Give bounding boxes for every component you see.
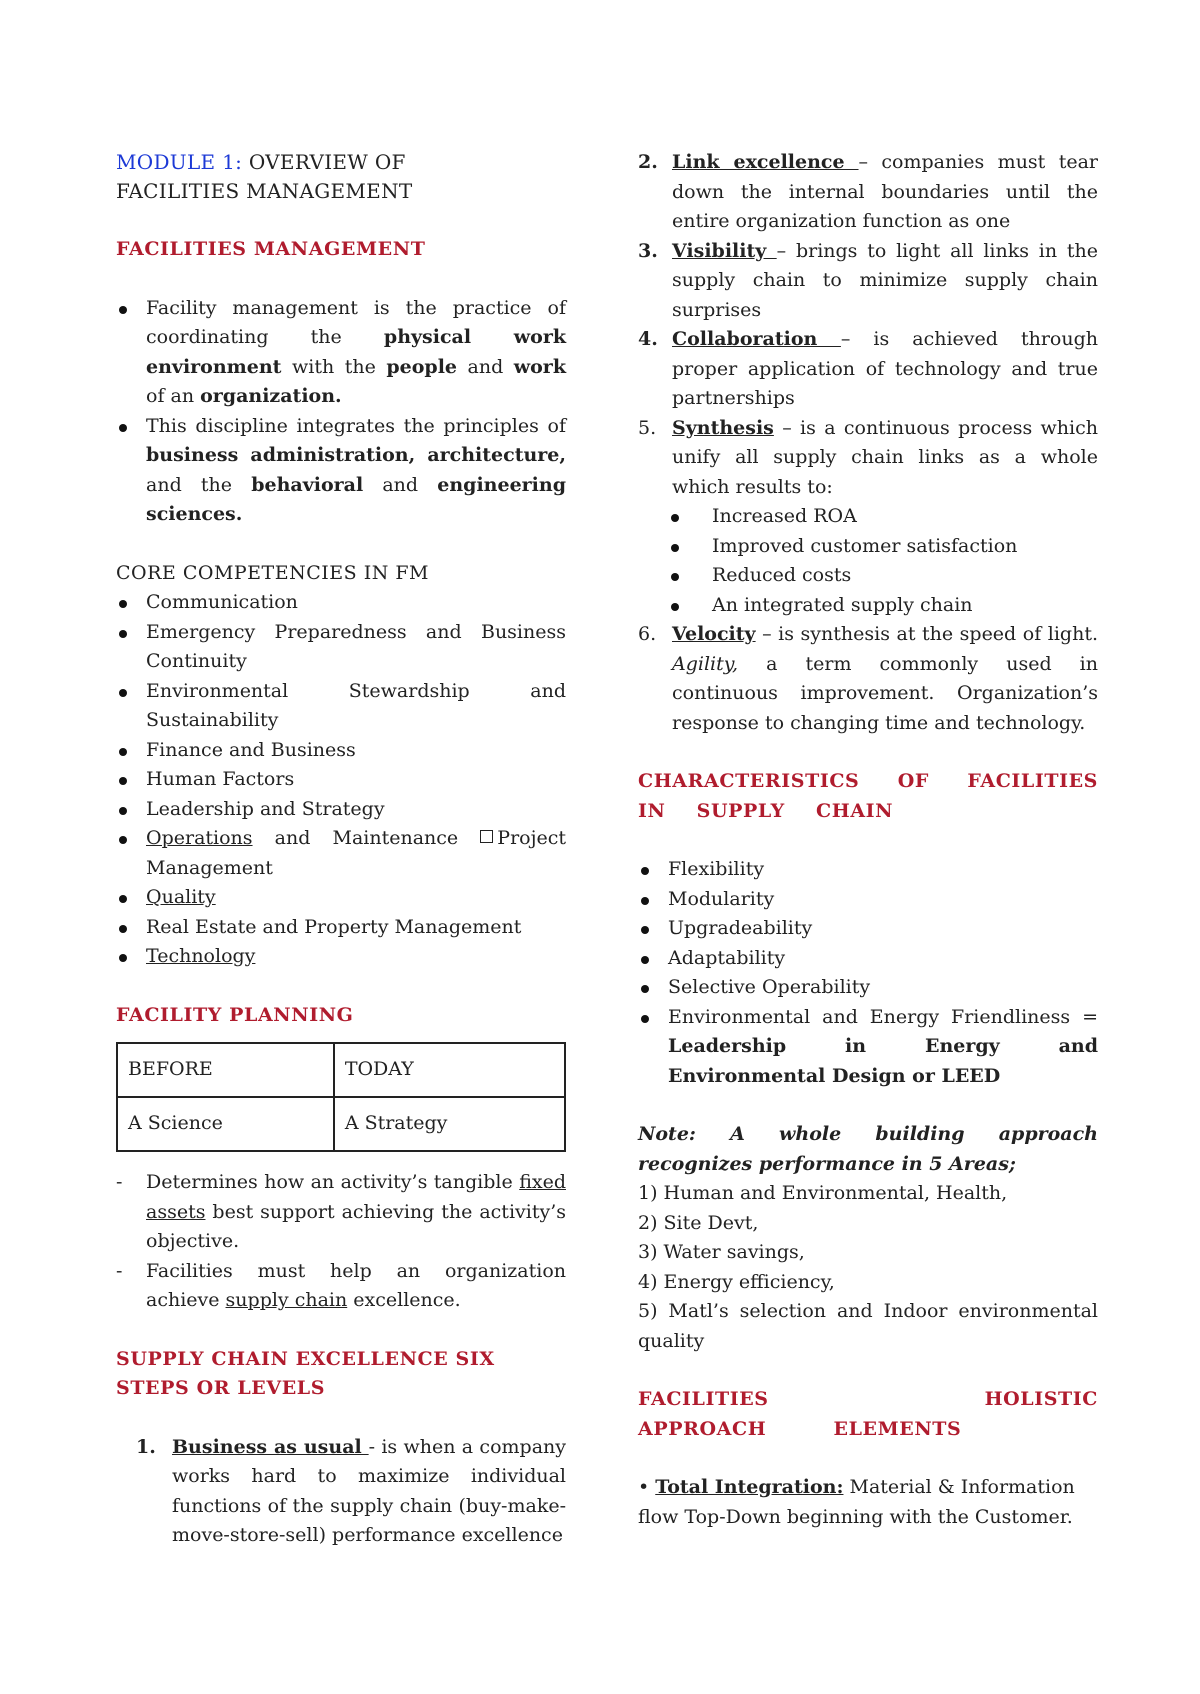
- bold-text: physical work environment: [146, 326, 566, 378]
- module-title-line2: FACILITIES MANAGEMENT: [116, 179, 413, 203]
- underlined-text: fixed assets: [146, 1171, 566, 1223]
- list-item: Environmental Stewardship and Sustainability: [116, 677, 566, 736]
- planning-table: [116, 1042, 566, 1152]
- step-number: 2.: [638, 151, 658, 173]
- text: Determines how an activity’s tangible: [146, 1171, 520, 1193]
- step-item: [638, 237, 1098, 326]
- bold-text: people: [386, 355, 457, 378]
- table-cell: A Science: [117, 1097, 334, 1151]
- planning-dash-list: [116, 1168, 566, 1316]
- fm-bullet-discipline: [116, 412, 566, 530]
- bold-text: Leadership in Energy and Environmental Design or LEED: [668, 1035, 1098, 1087]
- underlined-text: Quality: [146, 886, 216, 908]
- text: and: [457, 355, 514, 378]
- supply-chain-steps: [116, 1433, 566, 1551]
- list-item: An integrated supply chain: [668, 591, 1098, 621]
- list-item: Modularity: [638, 885, 1098, 915]
- bullet-icon: •: [638, 1476, 656, 1498]
- text: Facilities must help an organization achieve: [146, 1259, 566, 1311]
- list-item: [116, 883, 566, 913]
- table-header-today: TODAY: [334, 1043, 565, 1097]
- fm-heading: FACILITIES MANAGEMENT: [116, 238, 426, 260]
- underlined-text: supply chain: [225, 1289, 348, 1311]
- area-item: 2) Site Devt,: [638, 1211, 759, 1234]
- holistic-item: [638, 1473, 1098, 1532]
- core-heading: CORE COMPETENCIES IN FM: [116, 561, 429, 584]
- checkbox-square-icon: [480, 830, 493, 843]
- list-item: [116, 1168, 566, 1257]
- underlined-text: Operations: [146, 827, 253, 849]
- left-column: [116, 148, 566, 1551]
- list-item: Finance and Business: [116, 736, 566, 766]
- module-title: [116, 148, 566, 206]
- step-text: – brings to light all links in the supply chain to minimize supply chain surprises: [672, 239, 1098, 321]
- holistic-label: Total Integration:: [655, 1476, 844, 1498]
- bold-text: work: [513, 355, 566, 378]
- list-item: Flexibility: [638, 855, 1098, 885]
- characteristics-heading: CHARACTERISTICS OF FACILITIES IN SUPPLY CHAIN: [638, 770, 1098, 822]
- step-number: 3.: [638, 239, 658, 262]
- list-item: Selective Operability: [638, 973, 1098, 1003]
- list-item: Leadership and Strategy: [116, 795, 566, 825]
- step-item: [638, 325, 1098, 414]
- table-row: [117, 1043, 565, 1097]
- holistic-text: Material & Information flow Top-Down beginning with the Customer.: [638, 1476, 1075, 1528]
- list-item: Improved customer satisfaction: [668, 532, 1098, 562]
- area-item: 1) Human and Environmental, Health,: [638, 1182, 1008, 1204]
- list-item: Human Factors: [116, 765, 566, 795]
- list-item: [116, 824, 566, 883]
- list-item: Increased ROA: [668, 502, 1098, 532]
- text: Project Management: [146, 827, 566, 879]
- characteristics-list: [638, 855, 1098, 1091]
- step-item: [638, 414, 1098, 621]
- table-cell: A Strategy: [334, 1097, 565, 1151]
- bold-text: behavioral: [251, 473, 364, 496]
- step-text: – is achieved through proper application of technology and true partnerships: [672, 328, 1098, 409]
- step-label: Link excellence: [672, 151, 859, 173]
- step-label: Synthesis: [672, 416, 774, 439]
- list-item: Upgradeability: [638, 914, 1098, 944]
- text: and Maintenance: [252, 827, 481, 849]
- list-item: Real Estate and Property Management: [116, 913, 566, 943]
- table-row: [117, 1097, 565, 1151]
- bold-text: organization.: [200, 385, 342, 407]
- area-item: 5) Matl’s selection and Indoor environmental quality: [638, 1300, 1098, 1352]
- supply-chain-steps-continued: [638, 148, 1098, 738]
- step-label: Velocity: [672, 623, 756, 645]
- text: and the: [146, 473, 252, 496]
- fm-bullets: [116, 294, 566, 530]
- step-item: [638, 620, 1098, 738]
- area-item: 4) Energy efficiency,: [638, 1270, 835, 1293]
- bold-text: business administration, architecture,: [146, 444, 566, 466]
- step-text: – companies must tear down the internal boundaries until the entire organization function as one: [672, 151, 1098, 232]
- step-text: - is when a company works hard to maximize individual functions of the supply chain (buy-make-move-store-sell) performance excellence: [172, 1435, 566, 1546]
- table-header-before: BEFORE: [117, 1043, 334, 1097]
- italic-text: Agility,: [672, 652, 738, 675]
- step-label: Business as usual: [172, 1435, 369, 1458]
- underlined-text: Technology: [146, 945, 256, 967]
- step-text: – is a continuous process which unify all supply chain links as a whole which results to:: [672, 416, 1098, 498]
- core-competencies-list: [116, 588, 566, 972]
- fm-bullet-definition: [116, 294, 566, 412]
- note-text: Note: A whole building approach recognizes performance in 5 Areas;: [638, 1123, 1098, 1175]
- supply-chain-heading: SUPPLY CHAIN EXCELLENCE SIX STEPS OR LEVELS: [116, 1347, 495, 1399]
- list-item: Adaptability: [638, 944, 1098, 974]
- module-label: MODULE 1:: [116, 150, 243, 174]
- text: Facility management is the practice of coordinating the: [146, 296, 566, 348]
- text: This discipline integrates the principles of: [146, 414, 566, 437]
- step-text: – is synthesis at the speed of light.: [755, 623, 1098, 645]
- step-number: 6.: [638, 623, 657, 645]
- text: of an: [146, 385, 201, 407]
- step-item: [638, 148, 1098, 237]
- text: Environmental and Energy Friendliness =: [668, 1005, 1098, 1028]
- step-number: 4.: [638, 328, 658, 350]
- holistic-heading: FACILITIES HOLISTIC APPROACH ELEMENTS: [638, 1388, 1098, 1440]
- synthesis-results-list: [668, 502, 1098, 620]
- list-item: [116, 1257, 566, 1316]
- step-item: [136, 1433, 566, 1551]
- step-label: Visibility: [672, 239, 777, 262]
- right-column: [638, 148, 1098, 1532]
- list-item: Reduced costs: [668, 561, 1098, 591]
- step-text: a term commonly used in continuous improvement. Organization’s response to changing time and technology.: [672, 652, 1098, 734]
- list-item: Communication: [116, 588, 566, 618]
- step-label: Collaboration: [672, 328, 841, 350]
- module-title-line1: OVERVIEW OF: [242, 150, 406, 174]
- step-number: 1.: [136, 1435, 156, 1458]
- list-item: [116, 942, 566, 972]
- planning-heading: FACILITY PLANNING: [116, 1003, 354, 1026]
- bold-text: engineering sciences.: [146, 473, 566, 525]
- list-item: Emergency Preparedness and Business Continuity: [116, 618, 566, 677]
- text: excellence.: [347, 1289, 461, 1311]
- text: and: [363, 473, 438, 496]
- area-item: 3) Water savings,: [638, 1241, 805, 1263]
- list-item: [638, 1003, 1098, 1092]
- text: best support achieving the activity’s objective.: [146, 1200, 566, 1252]
- step-number: 5.: [638, 416, 657, 439]
- text: with the: [281, 355, 387, 378]
